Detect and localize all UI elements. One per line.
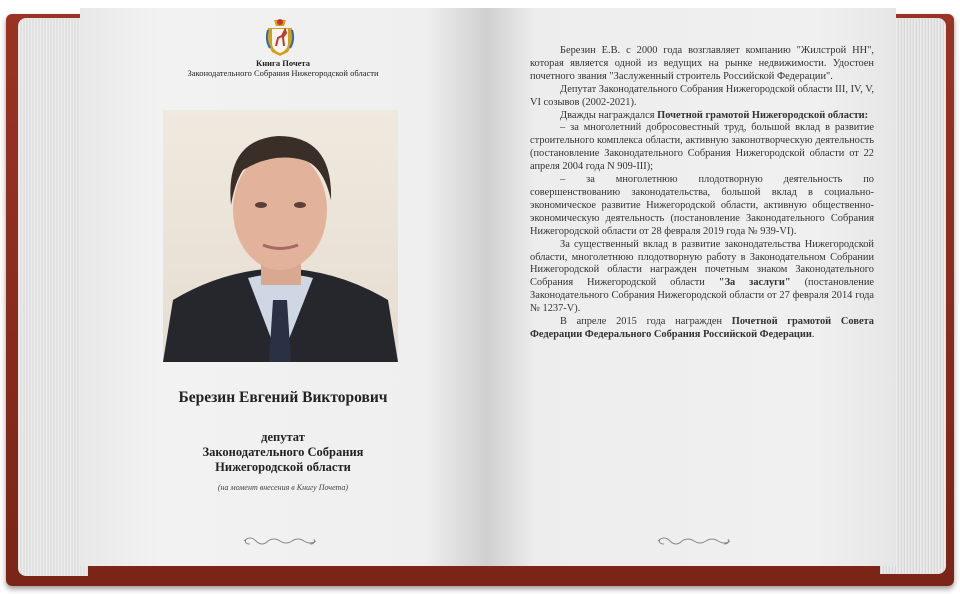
bold-run: "За заслуги" xyxy=(718,277,791,289)
left-page xyxy=(80,8,486,566)
paragraph: – за многолетний добросовестный труд, большой вклад в развитие строительного комплекса области, активную законотворческую деятельность (постановление Законодательного Собрания Нижегородской области от 22 апреля 2004 года N 909-III); xyxy=(530,122,874,173)
text-run: В апреле 2015 года награжден xyxy=(560,316,732,328)
text-run: Дважды награждался xyxy=(560,109,658,121)
coat-of-arms-icon xyxy=(264,16,296,58)
role-line: Нижегородской области xyxy=(215,460,351,474)
paragraph: Березин Е.В. с 2000 года возглавляет компанию "Жилстрой НН", которая является одной из ведущих на рынке недвижимости. Удостоен почетного звания "Заслуженный строитель Российской Федерации". xyxy=(530,45,874,82)
book-title xyxy=(80,58,486,78)
paragraph: Депутат Законодательного Собрания Нижегородской области III, IV, V, VI созывов (2002-2021). xyxy=(530,83,874,108)
right-page xyxy=(486,8,896,566)
biography-text xyxy=(530,45,874,342)
page-edges-left xyxy=(18,18,88,576)
bold-run: Почетной грамотой Совета Федерации Федерального Собрания Российской Федерации xyxy=(530,316,874,340)
ornament-icon xyxy=(654,534,734,548)
bold-run: Почетной грамотой Нижегородской области: xyxy=(657,109,869,121)
paragraph xyxy=(530,110,874,123)
paragraph xyxy=(530,316,874,342)
paragraph xyxy=(530,239,874,316)
person-role xyxy=(80,430,486,475)
text-run: (постановление Законодательного Собрания Нижегородской области от 27 февраля 2014 года № 1237-V). xyxy=(530,277,874,315)
paragraph: – за многолетнюю плодотворную деятельность по совершенствованию законодательства, большой вклад в социально-экономическое развитие Нижегородской области, активную общественно-экономическую деятельность (постановление Законодательного Собрания Нижегородской области от 28 февраля 2019 года № 939-VI). xyxy=(530,174,874,237)
book-title-main: Книга Почета xyxy=(256,58,310,68)
person-name: Березин Евгений Викторович xyxy=(178,389,388,406)
entry-note: (на момент внесения в Книгу Почета) xyxy=(217,483,349,492)
role-line: Законодательного Собрания xyxy=(202,445,364,459)
text-run: . xyxy=(811,328,815,340)
ornament-icon xyxy=(240,534,320,548)
book-subtitle: Законодательного Собрания Нижегородской области xyxy=(187,68,379,78)
role-line: депутат xyxy=(261,430,305,444)
portrait-photo xyxy=(163,110,398,362)
text-run: За существенный вклад в развитие законодательства Нижегородской области, многолетнюю плодотворную работу в Законодательном Собрании Нижегородской области награжден почетным знаком Законодательного Собрания Нижегородской области xyxy=(530,238,874,289)
